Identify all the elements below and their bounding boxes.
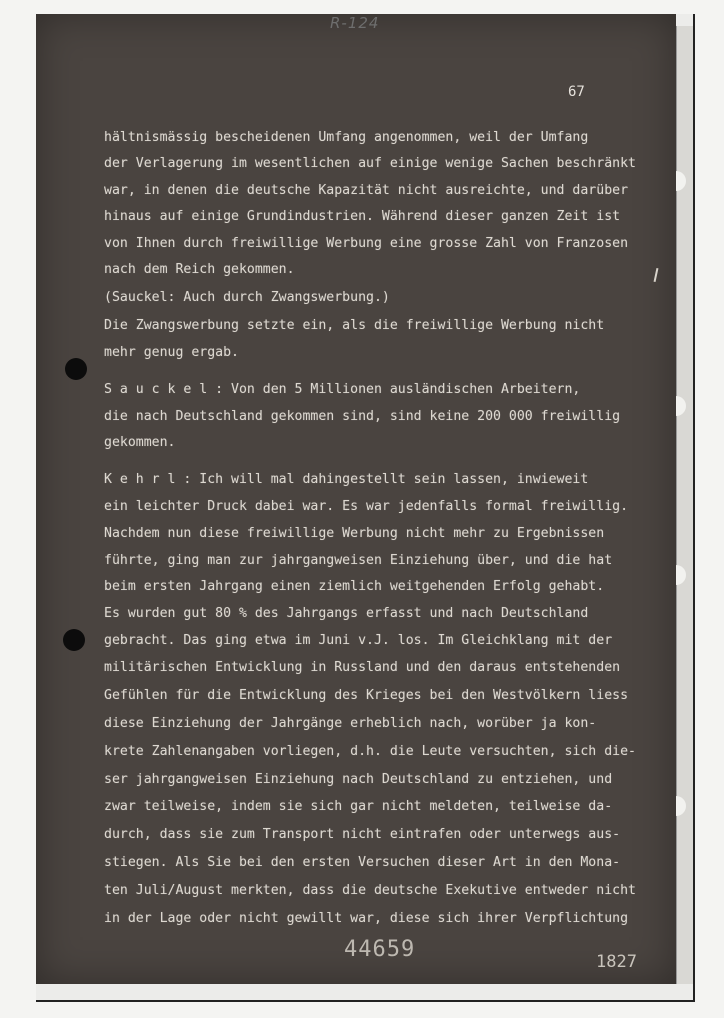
text-line: S a u c k e l : Von den 5 Millionen ausländischen Arbeitern, [104, 382, 581, 397]
page-number: 67 [568, 84, 585, 100]
text-line: krete Zahlenangaben vorliegen, d.h. die Leute versuchten, sich die- [104, 744, 636, 759]
text-line: gekommen. [104, 435, 176, 450]
text-line: diese Einziehung der Jahrgänge erheblich nach, worüber ja kon- [104, 716, 597, 731]
text-line: nach dem Reich gekommen. [104, 262, 295, 277]
text-line: Es wurden gut 80 % des Jahrgangs erfasst und nach Deutschland [104, 606, 589, 621]
folio-number: 1827 [596, 952, 637, 972]
text-line: von Ihnen durch freiwillige Werbung eine grosse Zahl von Franzosen [104, 236, 629, 251]
text-line: militärischen Entwicklung in Russland und den daraus entstehenden [104, 660, 621, 675]
text-line: die nach Deutschland gekommen sind, sind keine 200 000 freiwillig [104, 409, 621, 424]
text-line: (Sauckel: Auch durch Zwangswerbung.) [104, 290, 390, 305]
text-line: ser jahrgangweisen Einziehung nach Deutschland zu entziehen, und [104, 772, 613, 787]
text-line: hältnismässig bescheidenen Umfang angenommen, weil der Umfang [104, 130, 589, 145]
text-line: Die Zwangswerbung setzte ein, als die freiwillige Werbung nicht [104, 318, 605, 333]
text-line: zwar teilweise, indem sie sich gar nicht meldeten, teilweise da- [104, 799, 613, 814]
text-line: Gefühlen für die Entwicklung des Krieges bei den Westvölkern liess [104, 688, 629, 703]
text-line: hinaus auf einige Grundindustrien. Während dieser ganzen Zeit ist [104, 209, 621, 224]
text-line: gebracht. Das ging etwa im Juni v.J. los. Im Gleichklang mit der [104, 633, 613, 648]
text-line: in der Lage oder nicht gewillt war, diese sich ihrer Verpflichtung [104, 911, 629, 926]
archive-stamp-number: 44659 [344, 937, 416, 962]
text-line: ten Juli/August merkten, dass die deutsche Exekutive entweder nicht [104, 883, 636, 898]
text-line: führte, ging man zur jahrgangweisen Einziehung über, und die hat [104, 553, 613, 568]
archive-reference: R-124 [330, 14, 380, 32]
text-line: stiegen. Als Sie bei den ersten Versuchen dieser Art in den Mona- [104, 855, 621, 870]
text-line: beim ersten Jahrgang einen ziemlich weitgehenden Erfolg gehabt. [104, 579, 605, 594]
punch-hole [63, 629, 85, 651]
text-line: war, in denen die deutsche Kapazität nicht ausreichte, und darüber [104, 183, 629, 198]
text-line: der Verlagerung im wesentlichen auf einige wenige Sachen beschränkt [104, 156, 636, 171]
text-line: mehr genug ergab. [104, 345, 239, 360]
punch-hole [65, 358, 87, 380]
text-line: Nachdem nun diese freiwillige Werbung nicht mehr zu Ergebnissen [104, 526, 605, 541]
text-line: ein leichter Druck dabei war. Es war jedenfalls formal freiwillig. [104, 499, 629, 514]
text-line: K e h r l : Ich will mal dahingestellt sein lassen, inwieweit [104, 472, 589, 487]
text-line: durch, dass sie zum Transport nicht eintrafen oder unterwegs aus- [104, 827, 621, 842]
